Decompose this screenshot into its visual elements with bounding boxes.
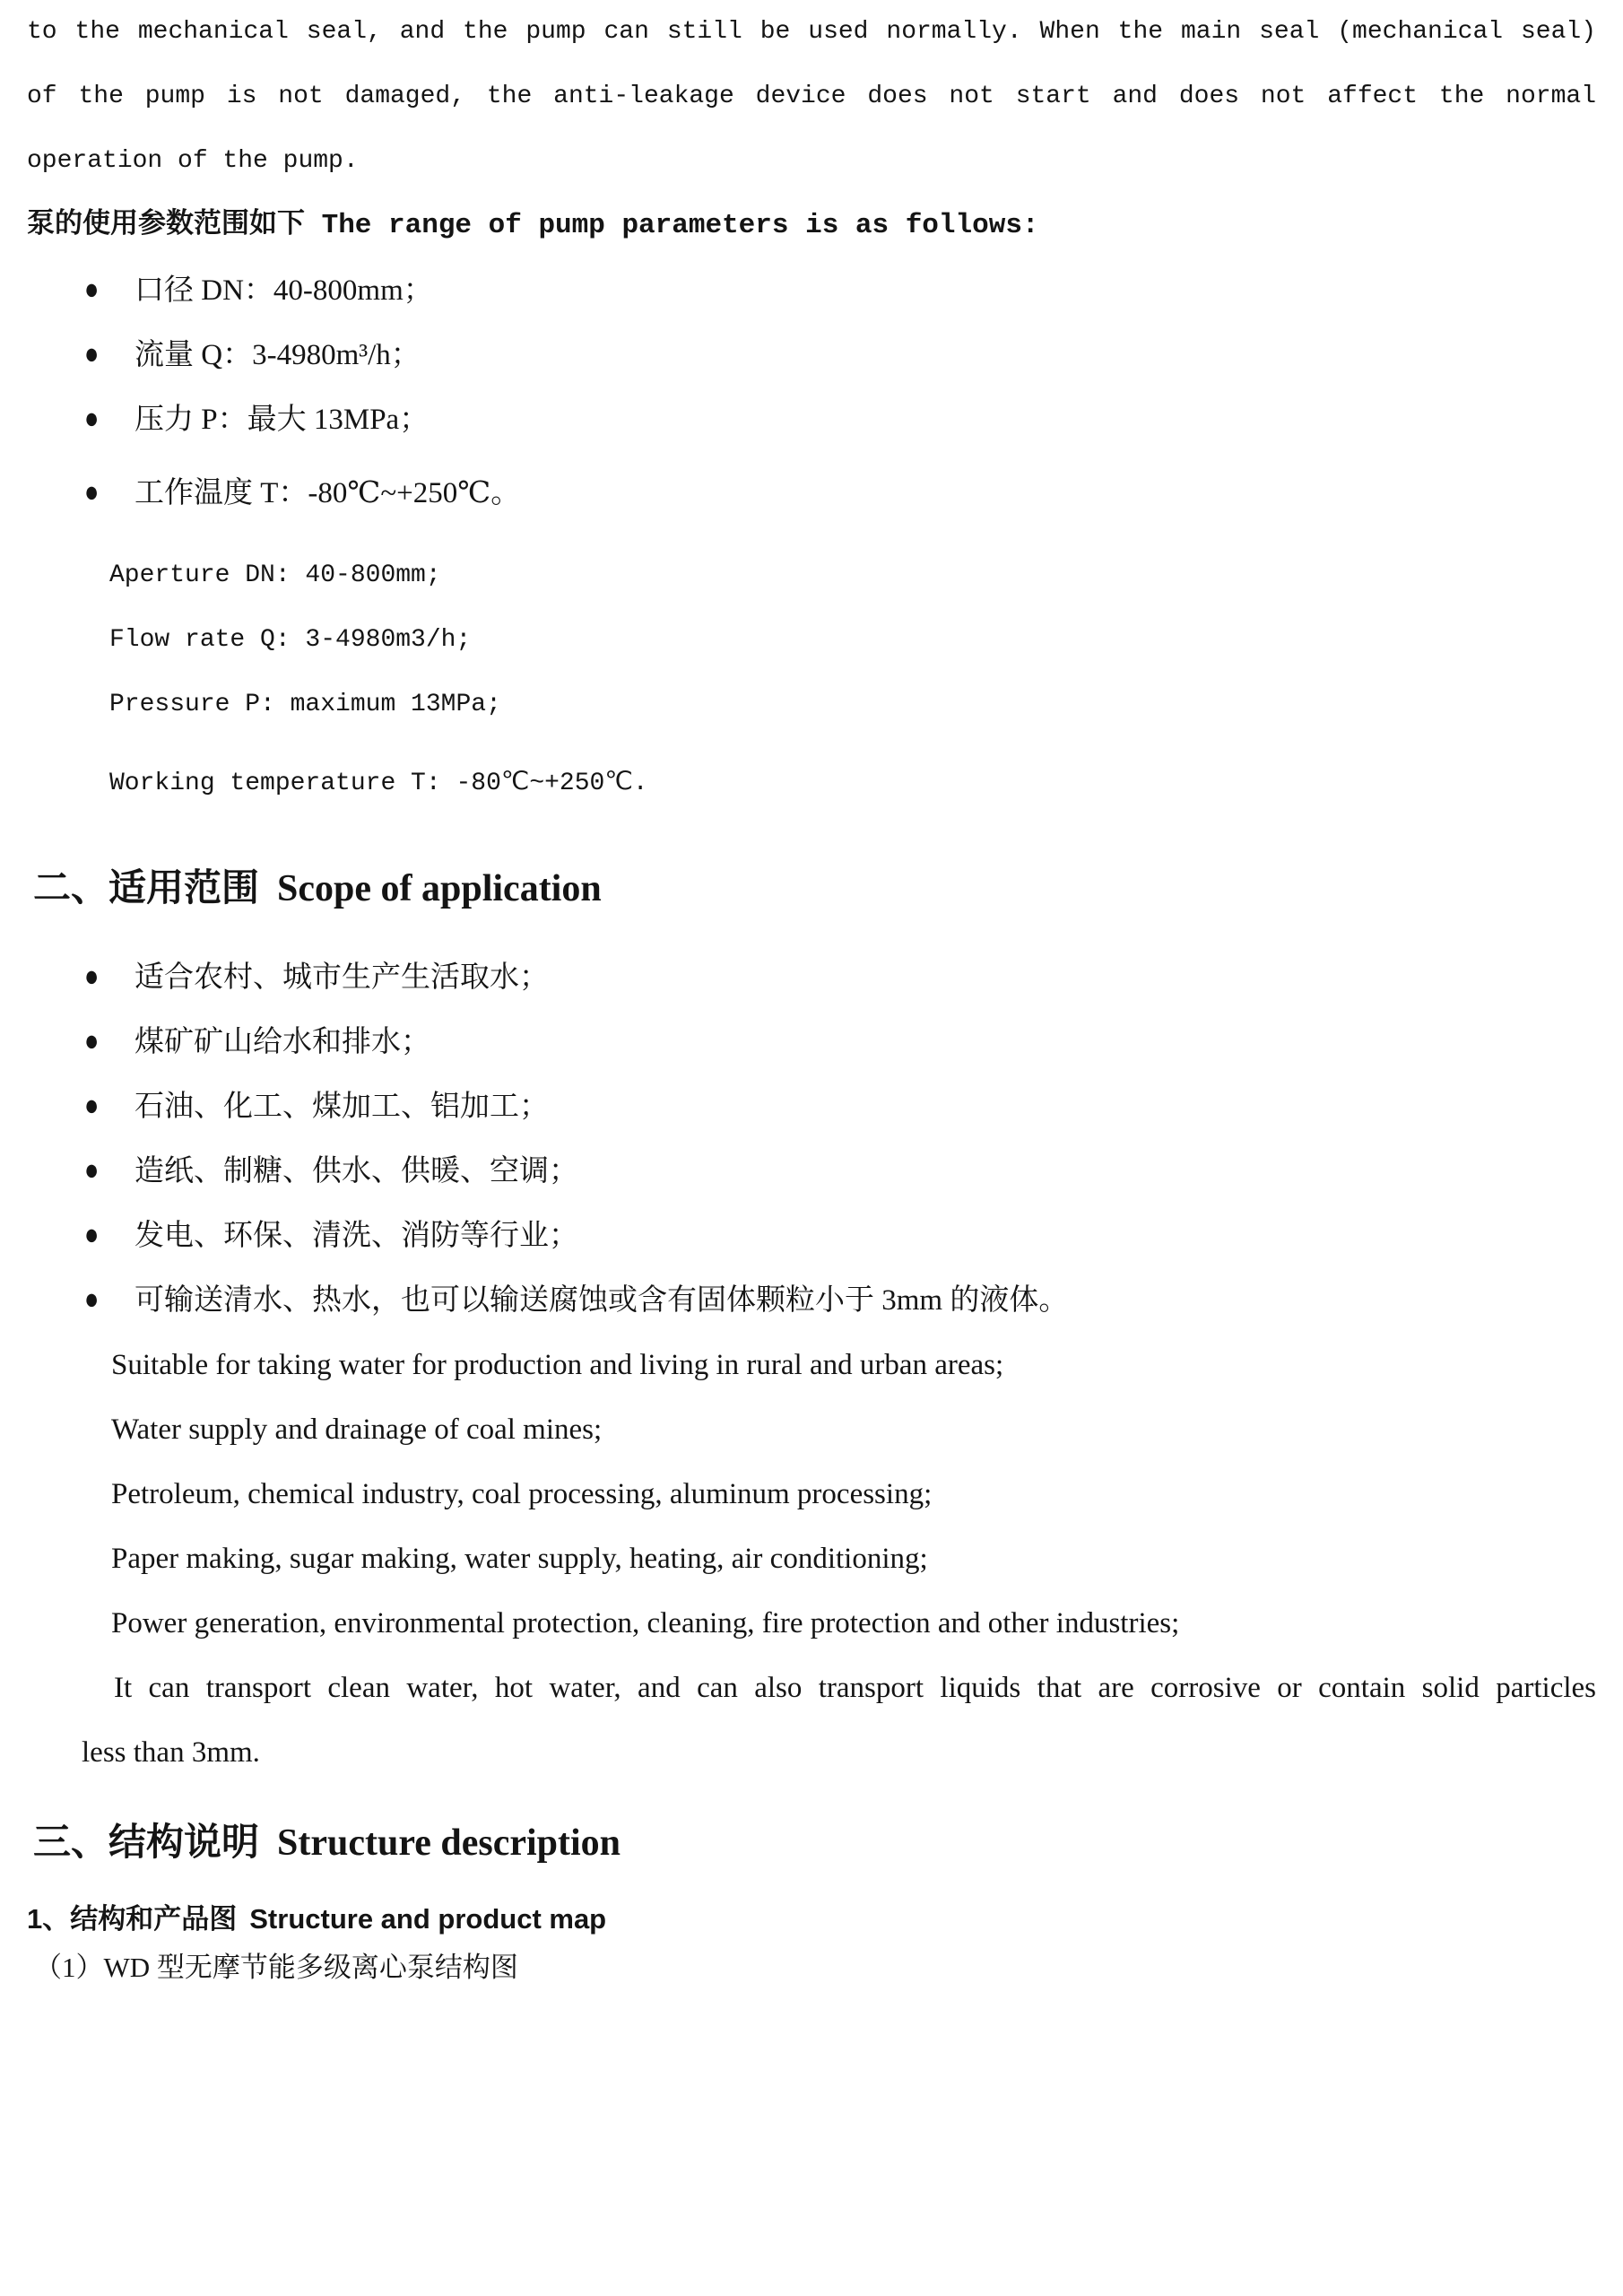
scope-list-cn xyxy=(27,945,1596,1333)
scope-text: 可输送清水、热水，也可以输送腐蚀或含有固体颗粒小于 3mm 的液体。 xyxy=(135,1284,1069,1317)
param-line-flow-en: Flow rate Q: 3-4980m3/h; xyxy=(109,626,472,654)
section-scope-heading-en: Scope of application xyxy=(277,868,602,909)
section-scope-heading xyxy=(33,861,1596,917)
intro-paragraph xyxy=(27,0,1596,194)
section-structure-heading-cn: 三、结构说明 xyxy=(33,1822,260,1864)
scope-item xyxy=(27,1204,1596,1268)
scope-item xyxy=(27,1268,1596,1333)
scope-text: 石油、化工、煤加工、铝加工； xyxy=(135,1091,549,1123)
bullet-icon: ● xyxy=(84,1217,100,1251)
bullet-icon: ● xyxy=(84,401,100,435)
scope-line-en: Suitable for taking water for production and living in rural and urban areas; xyxy=(111,1349,1004,1381)
scope-text: 适合农村、城市生产生活取水； xyxy=(135,961,549,994)
param-text: 流量 Q：3-4980m³/h； xyxy=(135,339,421,371)
param-text: 工作温度 T：-80℃~+250℃。 xyxy=(135,477,521,509)
bullet-icon: ● xyxy=(84,272,100,306)
scope-item xyxy=(27,1074,1596,1139)
structure-subheading-cn: 1、结构和产品图 xyxy=(27,1903,238,1935)
scope-item xyxy=(27,945,1596,1010)
params-heading: 泵的使用参数范围如下 The range of pump parameters is as follows: xyxy=(27,210,1039,241)
param-text: 口径 DN：40-800mm； xyxy=(135,274,433,307)
intro-line-3: operation of the pump. xyxy=(27,147,359,175)
params-list-cn xyxy=(27,258,1596,526)
structure-subheading xyxy=(27,1898,1596,1941)
param-text: 压力 P：最大 13MPa； xyxy=(135,404,430,436)
intro-line-2: of the pump is not damaged, the anti-leakage device does not start and does not affect the normal xyxy=(27,83,1596,110)
scope-line-en: Paper making, sugar making, water supply, heating, air conditioning; xyxy=(111,1543,928,1575)
section-scope-heading-cn: 二、适用范围 xyxy=(33,868,260,909)
scope-item xyxy=(27,1010,1596,1074)
bullet-icon: ● xyxy=(84,959,100,993)
scope-line-en: Water supply and drainage of coal mines; xyxy=(111,1413,603,1446)
scope-list-en xyxy=(111,1333,1596,1656)
bullet-icon: ● xyxy=(84,1282,100,1316)
param-item-flow-cn xyxy=(27,323,1596,387)
param-item-pressure-cn xyxy=(27,387,1596,452)
bullet-icon: ● xyxy=(84,474,100,509)
transport-paragraph xyxy=(82,1656,1596,1785)
scope-line-en: Petroleum, chemical industry, coal processing, aluminum processing; xyxy=(111,1478,933,1510)
param-item-aperture-cn xyxy=(27,258,1596,323)
bullet-icon: ● xyxy=(84,1152,100,1187)
params-list-en xyxy=(109,544,1596,816)
scope-line-en: Power generation, environmental protection, cleaning, fire protection and other industries; xyxy=(111,1607,1180,1639)
transport-line-2: less than 3mm. xyxy=(82,1736,260,1769)
scope-text: 造纸、制糖、供水、供暖、空调； xyxy=(135,1155,578,1187)
param-line-temperature-en: Working temperature T: -80℃~+250℃. xyxy=(109,770,648,797)
param-line-aperture-en: Aperture DN: 40-800mm; xyxy=(109,561,441,589)
figure-caption: （1）WD 型无摩节能多级离心泵结构图 xyxy=(34,1952,518,1983)
scope-text: 煤矿矿山给水和排水； xyxy=(135,1026,430,1058)
bullet-icon: ● xyxy=(84,1023,100,1057)
section-structure-heading xyxy=(33,1815,1596,1871)
bullet-icon: ● xyxy=(84,1088,100,1122)
param-item-temperature-cn xyxy=(27,461,1596,526)
bullet-icon: ● xyxy=(84,336,100,370)
structure-subheading-en: Structure and product map xyxy=(249,1903,607,1935)
intro-line-1: to the mechanical seal, and the pump can still be used normally. When the main seal (mechanical seal) xyxy=(27,18,1596,46)
transport-line-1: It can transport clean water, hot water, and can also transport liquids that are corrosive or contain solid particles xyxy=(114,1672,1596,1704)
param-line-pressure-en: Pressure P: maximum 13MPa; xyxy=(109,691,501,718)
section-structure-heading-en: Structure description xyxy=(277,1822,621,1864)
scope-item xyxy=(27,1139,1596,1204)
scope-text: 发电、环保、清洗、消防等行业； xyxy=(135,1220,578,1252)
